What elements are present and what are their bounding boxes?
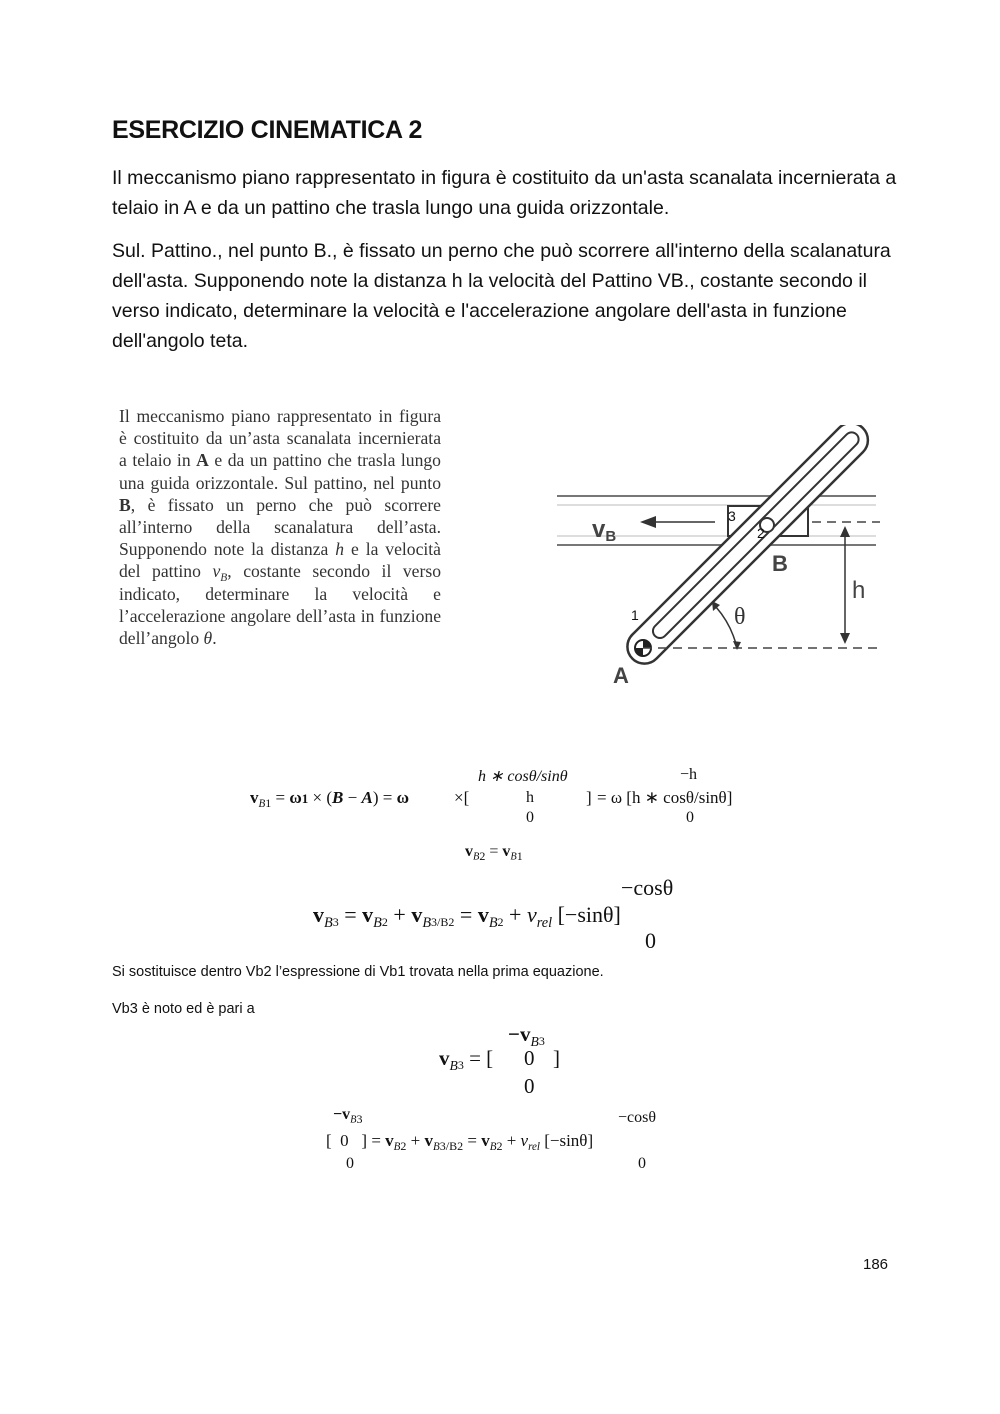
label-1: 1 [631,607,639,623]
page-title: ESERCIZIO CINEMATICA 2 [112,116,423,144]
note-vb3-known: Vb3 è noto ed è pari a [112,1001,255,1017]
label-2: 2 [757,525,765,541]
note-substitution: Si sostituisce dentro Vb2 l’espressione di Vb1 trovata nella prima equazione. [112,964,604,980]
label-3: 3 [728,508,736,524]
h-arrow-down [840,633,850,644]
textbook-excerpt: Il meccanismo piano rappresentato in figura è costituito da un’asta scanalata incernierata a telaio in A e da un pattino che trasla lungo una guida orizzontale. Sul pattino, nel punto B, è fissato un perno che può scorrere all’interno della scanalatura dell’asta. Supponendo note la distanza h e la velocità del pattino $v_B$, costante secondo il verso indicato, determinare la velocità e l’accelerazione angolare dell’asta in funzione dell’angolo θ. [119,406,441,649]
label-theta: θ [734,604,746,630]
problem-paragraph-1: Il meccanismo piano rappresentato in figura è costituito da un'asta scanalata incernierata a telaio in A e da un pattino che trasla lungo una guida orizzontale. [112,167,897,219]
problem-paragraph-2: Sul. Pattino., nel punto B., è fissato un perno che può scorrere all'interno della scalanatura dell'asta. Supponendo note la distanza h la velocità del Pattino VB., costante secondo il verso indicato, determinare la velocità e l'accelerazione angolare dell'asta in funzione dell'angolo teta. [112,240,891,352]
mechanism-figure [550,425,885,695]
vb-arrow-head [640,516,656,528]
slotted-rod [620,425,875,671]
page-number: 186 [863,1256,889,1273]
label-a: A [613,663,629,688]
h-arrow-up [840,526,850,537]
equation-2: $v_{B2} = v_{B1}$ [465,843,523,864]
label-b: B [772,551,788,576]
label-h: h [852,577,866,604]
label-vb: vB [592,516,617,545]
